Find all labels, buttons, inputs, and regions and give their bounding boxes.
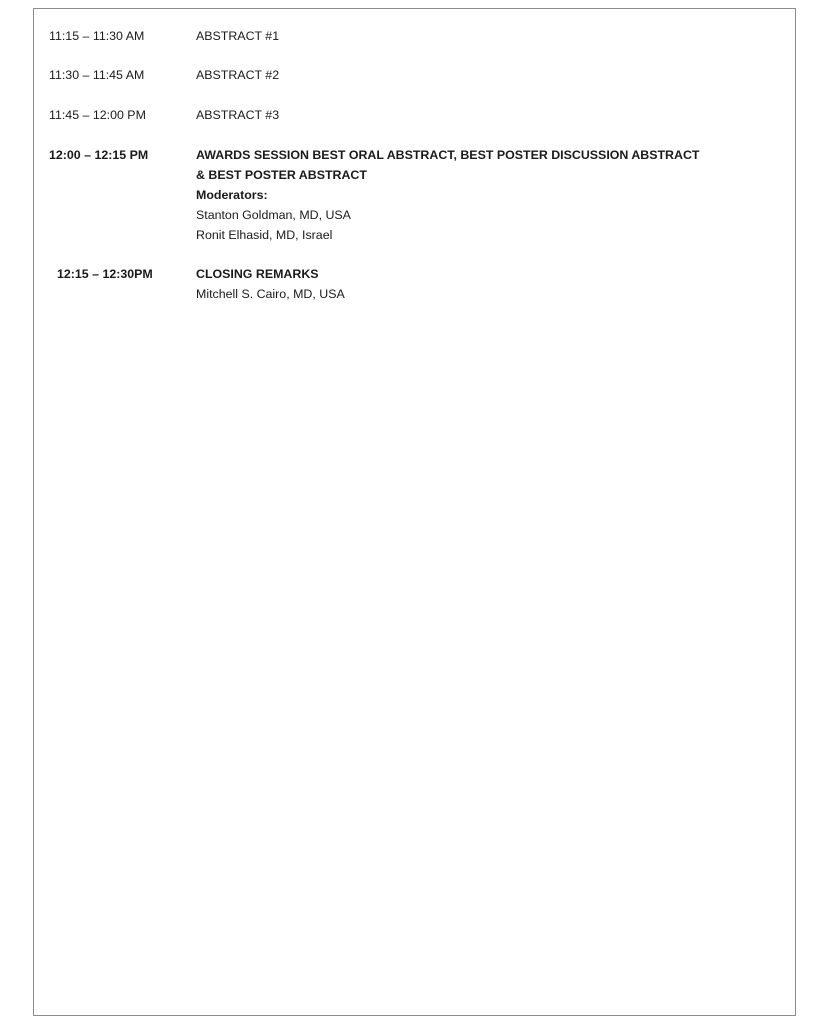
session-content <box>196 145 776 245</box>
session-time: 11:15 – 11:30 AM <box>49 29 145 43</box>
session-content <box>196 264 776 304</box>
moderator-name: Stanton Goldman, MD, USA <box>196 208 351 222</box>
session-time: 12:15 – 12:30PM <box>57 267 153 281</box>
session-title: ABSTRACT #3 <box>196 108 280 122</box>
moderator-name: Ronit Elhasid, MD, Israel <box>196 228 333 242</box>
session-content <box>196 105 776 125</box>
session-title: CLOSING REMARKS <box>196 267 319 281</box>
speaker-name: Mitchell S. Cairo, MD, USA <box>196 287 345 301</box>
session-content <box>196 65 776 85</box>
session-time: 11:45 – 12:00 PM <box>49 108 146 122</box>
session-time: 12:00 – 12:15 PM <box>49 148 149 162</box>
session-title: ABSTRACT #1 <box>196 29 280 43</box>
session-title-line-1: AWARDS SESSION BEST ORAL ABSTRACT, BEST POSTER DISCUSSION ABSTRACT <box>196 148 700 162</box>
moderators-label: Moderators: <box>196 188 268 202</box>
session-content <box>196 26 776 46</box>
session-title: ABSTRACT #2 <box>196 68 280 82</box>
session-time: 11:30 – 11:45 AM <box>49 68 145 82</box>
document-page <box>33 8 796 1016</box>
session-title-line-2: & BEST POSTER ABSTRACT <box>196 168 367 182</box>
